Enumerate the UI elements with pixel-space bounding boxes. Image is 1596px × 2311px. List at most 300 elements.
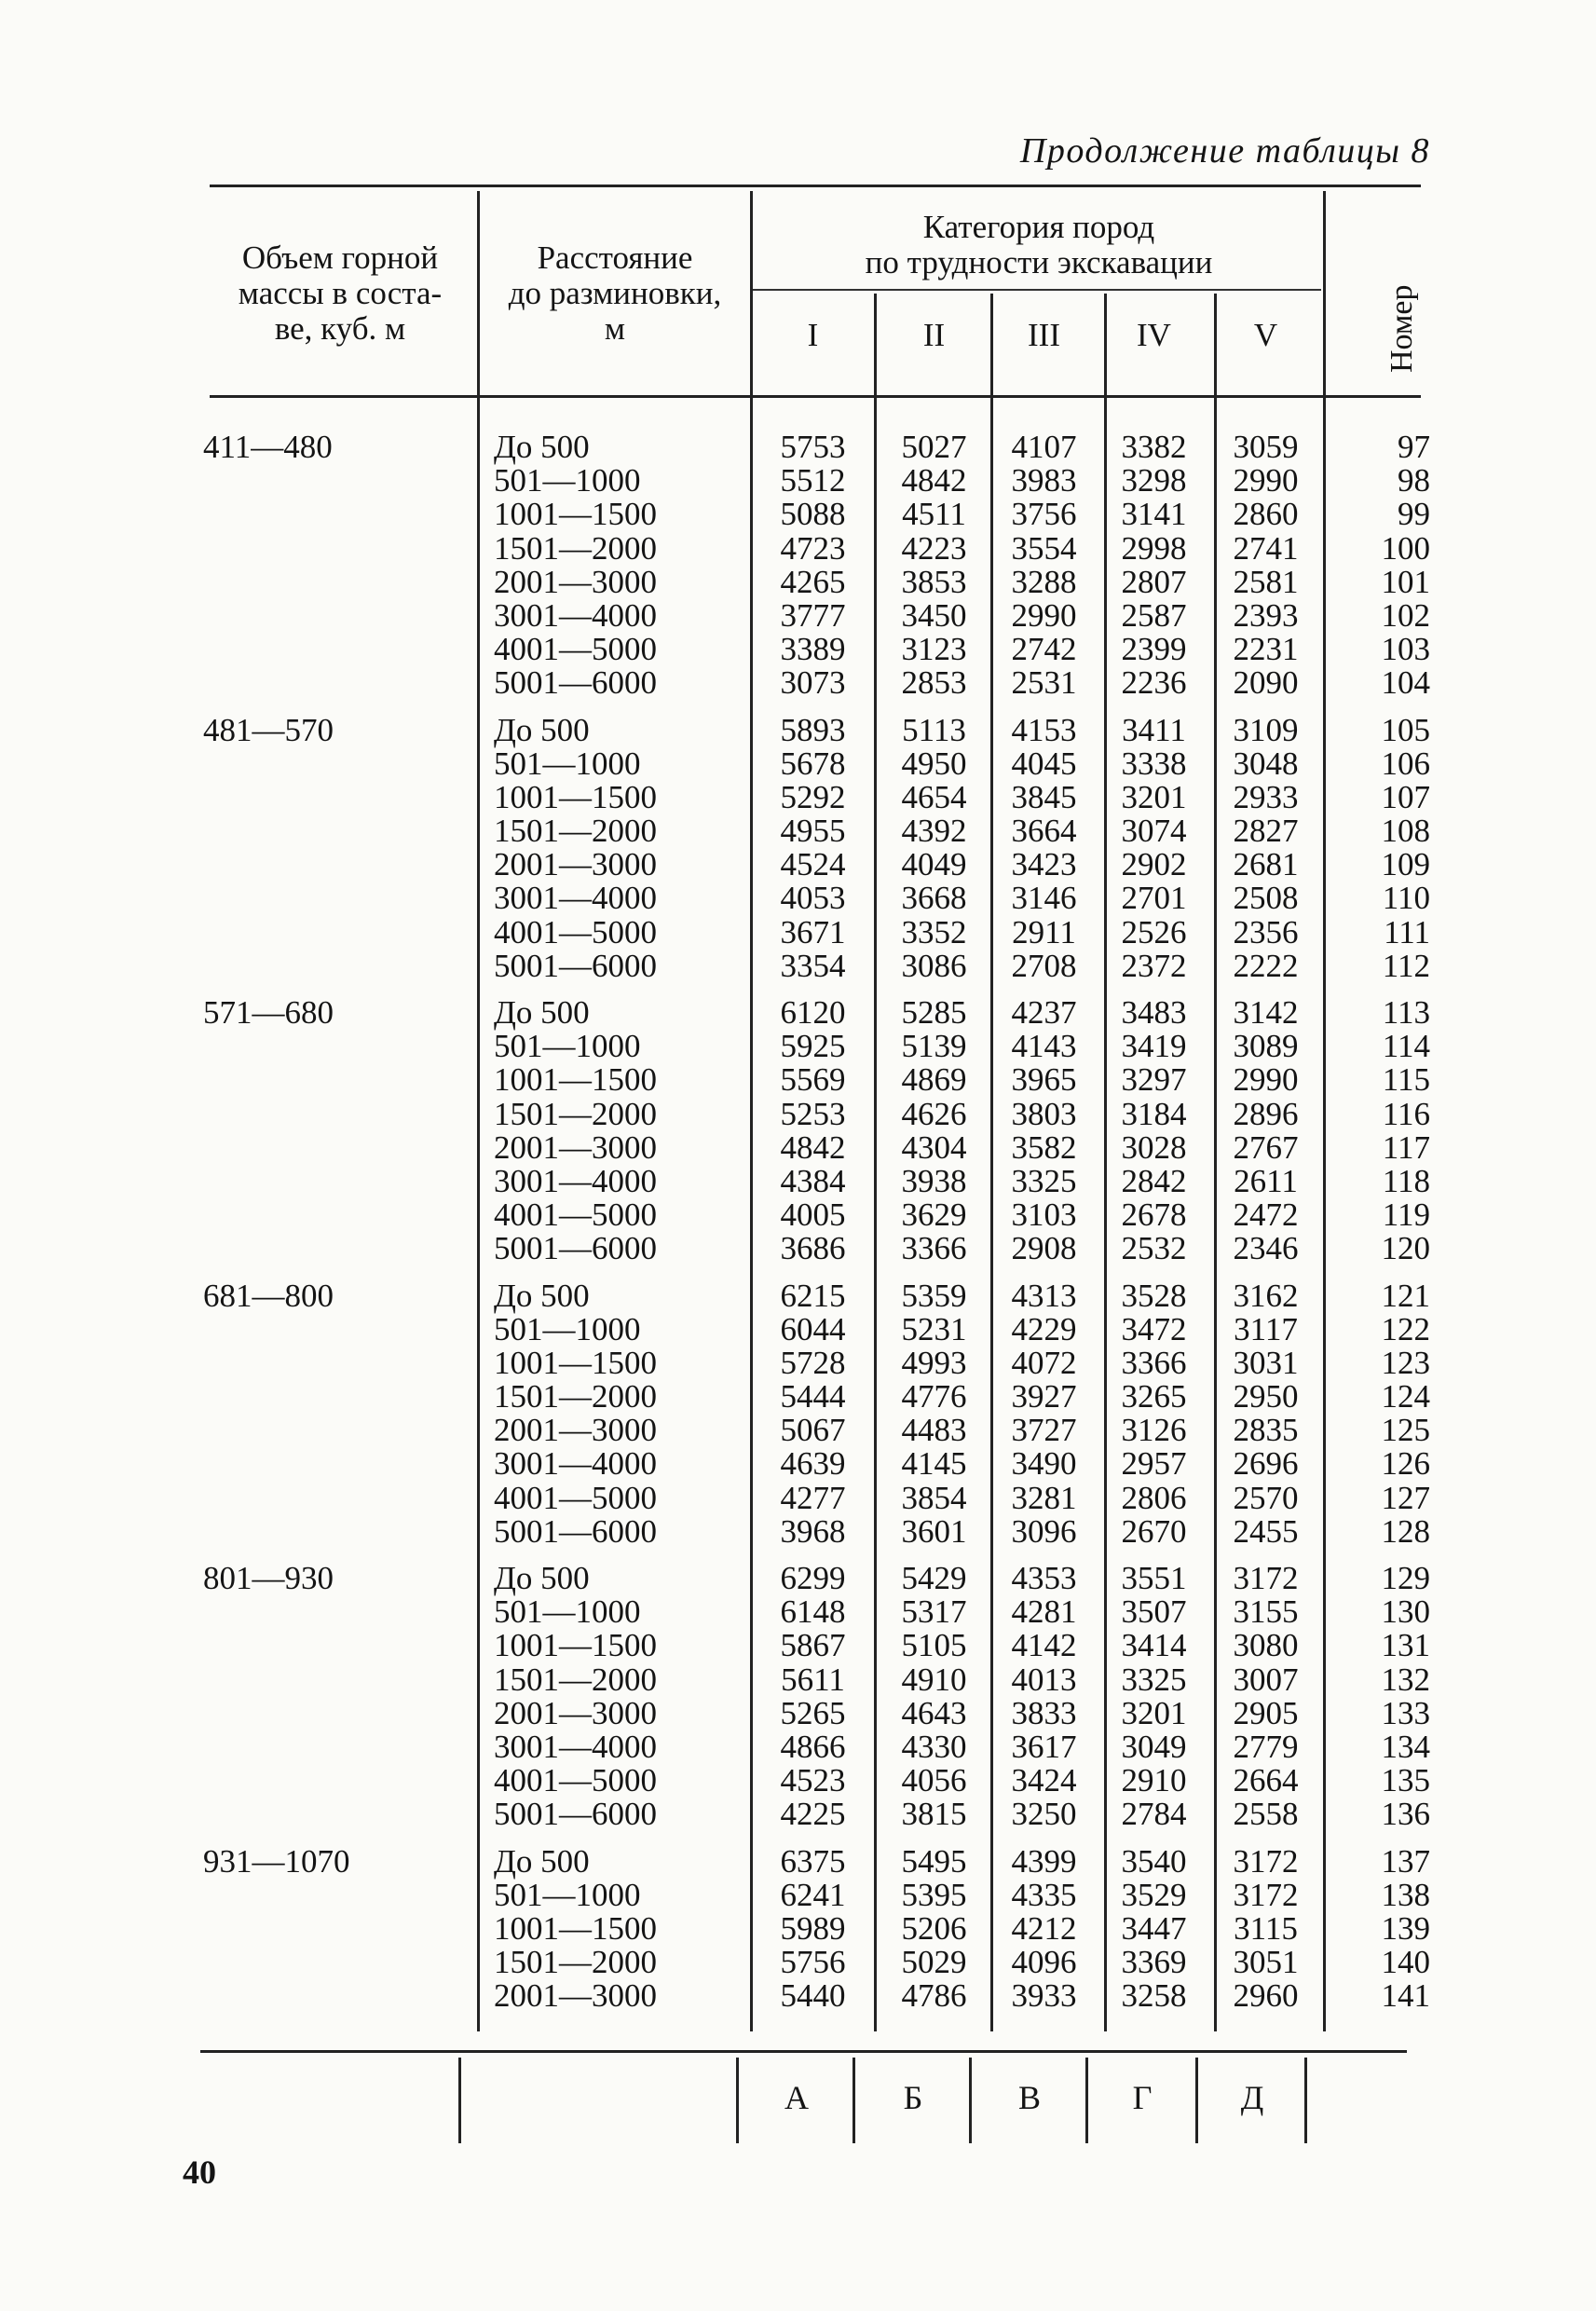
value-cell: 3815: [901, 1796, 967, 1833]
table-row: [0, 913, 1596, 950]
value-cell: 3352: [901, 913, 967, 950]
number-cell: 103: [1381, 631, 1430, 668]
header-bottom-rule: [210, 395, 1421, 398]
value-cell: 3507: [1121, 1593, 1187, 1631]
number-cell: 132: [1381, 1661, 1430, 1698]
value-cell: 3155: [1233, 1593, 1299, 1631]
value-cell: 3853: [901, 563, 967, 600]
table-row: [0, 1447, 1596, 1481]
table-row: [0, 1562, 1596, 1595]
value-cell: 3049: [1121, 1728, 1187, 1765]
value-cell: 3028: [1121, 1128, 1187, 1166]
value-cell: 3554: [1011, 529, 1077, 567]
value-cell: 3528: [1121, 1277, 1187, 1314]
footer-divider-1: [458, 2058, 461, 2143]
value-cell: 2708: [1011, 947, 1077, 984]
number-cell: 136: [1381, 1796, 1430, 1833]
distance-cell: 5001—6000: [494, 1796, 657, 1833]
table-row: [0, 814, 1596, 848]
distance-cell: До 500: [494, 994, 590, 1031]
value-cell: 3968: [780, 1512, 846, 1550]
number-cell: 101: [1381, 563, 1430, 600]
value-cell: 3686: [780, 1230, 846, 1267]
value-cell: 4330: [901, 1728, 967, 1765]
value-cell: 2570: [1233, 1479, 1299, 1516]
table-row: [0, 882, 1596, 915]
number-cell: 126: [1381, 1445, 1430, 1483]
number-cell: 141: [1381, 1977, 1430, 2015]
value-cell: 3472: [1121, 1310, 1187, 1347]
value-cell: 2678: [1121, 1197, 1187, 1234]
distance-cell: 1501—2000: [494, 529, 657, 567]
table-row: [0, 1030, 1596, 1063]
number-cell: 113: [1382, 994, 1430, 1031]
value-cell: 5495: [901, 1842, 967, 1880]
value-cell: 4005: [780, 1197, 846, 1234]
value-cell: 5893: [780, 711, 846, 748]
value-cell: 4626: [901, 1095, 967, 1132]
distance-cell: 4001—5000: [494, 631, 657, 668]
value-cell: 3927: [1011, 1378, 1077, 1415]
distance-cell: До 500: [494, 711, 590, 748]
value-cell: 3103: [1011, 1197, 1077, 1234]
value-cell: 2372: [1121, 947, 1187, 984]
table-row: [0, 1946, 1596, 1979]
table-row: [0, 1414, 1596, 1447]
value-cell: 5925: [780, 1028, 846, 1065]
value-cell: 4353: [1011, 1560, 1077, 1596]
value-cell: 3074: [1121, 813, 1187, 850]
value-cell: 3382: [1121, 429, 1187, 465]
value-cell: 3369: [1121, 1944, 1187, 1981]
value-cell: 3096: [1011, 1512, 1077, 1550]
value-cell: 4335: [1011, 1876, 1077, 1913]
value-cell: 5395: [901, 1876, 967, 1913]
table-row: [0, 1663, 1596, 1697]
value-cell: 3450: [901, 596, 967, 634]
value-cell: 3414: [1121, 1627, 1187, 1664]
value-cell: 4511: [902, 496, 966, 533]
value-cell: 2581: [1233, 563, 1299, 600]
value-cell: 5429: [901, 1560, 967, 1596]
value-cell: 3389: [780, 631, 846, 668]
table-row: [0, 1162, 1596, 1199]
value-cell: 3727: [1011, 1412, 1077, 1449]
number-cell: 116: [1382, 1095, 1430, 1132]
value-cell: 2231: [1233, 631, 1299, 668]
table-row: [0, 498, 1596, 531]
value-cell: 4643: [901, 1694, 967, 1731]
distance-cell: 5001—6000: [494, 1512, 657, 1550]
number-cell: 127: [1381, 1479, 1430, 1516]
number-cell: 114: [1382, 1028, 1430, 1065]
value-cell: 3141: [1121, 496, 1187, 533]
table-row: [0, 747, 1596, 781]
number-cell: 121: [1381, 1277, 1430, 1314]
value-cell: 4392: [901, 813, 967, 850]
value-cell: 6241: [780, 1876, 846, 1913]
value-cell: 3172: [1233, 1842, 1299, 1880]
value-cell: 4225: [780, 1796, 846, 1833]
value-cell: 5756: [780, 1944, 846, 1981]
distance-cell: 3001—4000: [494, 1162, 657, 1199]
number-cell: 112: [1382, 947, 1430, 984]
table-row: [0, 1798, 1596, 1831]
value-cell: 2532: [1121, 1230, 1187, 1267]
number-cell: 138: [1381, 1876, 1430, 1913]
distance-cell: 3001—4000: [494, 880, 657, 917]
value-cell: 3551: [1121, 1560, 1187, 1596]
row-group: [0, 711, 1596, 997]
table-row: [0, 431, 1596, 464]
distance-cell: До 500: [494, 1842, 590, 1880]
value-cell: 3483: [1121, 994, 1187, 1031]
volume-label: 931—1070: [203, 1842, 350, 1880]
value-cell: 2957: [1121, 1445, 1187, 1483]
value-cell: 5231: [901, 1310, 967, 1347]
table-row: [0, 1512, 1596, 1550]
value-cell: 4399: [1011, 1842, 1077, 1880]
value-cell: 3366: [901, 1230, 967, 1267]
value-cell: 2664: [1233, 1762, 1299, 1799]
value-cell: 4277: [780, 1479, 846, 1516]
value-cell: 2508: [1233, 880, 1299, 917]
distance-cell: 501—1000: [494, 1310, 641, 1347]
number-cell: 140: [1381, 1944, 1430, 1981]
table-bottom-rule: [200, 2050, 1407, 2053]
table-row: [0, 1629, 1596, 1662]
value-cell: 3938: [901, 1162, 967, 1199]
value-cell: 3447: [1121, 1909, 1187, 1947]
value-cell: 2990: [1011, 596, 1077, 634]
value-cell: 3281: [1011, 1479, 1077, 1516]
value-cell: 3265: [1121, 1378, 1187, 1415]
value-cell: 3845: [1011, 778, 1077, 815]
distance-cell: 4001—5000: [494, 913, 657, 950]
table-row: [0, 1198, 1596, 1232]
number-cell: 105: [1381, 711, 1430, 748]
distance-cell: 1501—2000: [494, 813, 657, 850]
value-cell: 5088: [780, 496, 846, 533]
header-category: Категория пород по трудности экскавации: [865, 209, 1213, 280]
number-cell: 118: [1382, 1162, 1430, 1199]
top-rule: [210, 185, 1421, 187]
value-cell: 4223: [901, 529, 967, 567]
value-cell: 4142: [1011, 1627, 1077, 1664]
distance-cell: 4001—5000: [494, 1762, 657, 1799]
value-cell: 3933: [1011, 1977, 1077, 2015]
value-cell: 3109: [1233, 711, 1299, 748]
value-cell: 2393: [1233, 596, 1299, 634]
value-cell: 2990: [1233, 1061, 1299, 1099]
value-cell: 4072: [1011, 1344, 1077, 1381]
number-cell: 107: [1381, 778, 1430, 815]
value-cell: 4013: [1011, 1661, 1077, 1698]
value-cell: 3298: [1121, 462, 1187, 499]
value-cell: 2998: [1121, 529, 1187, 567]
distance-cell: 2001—3000: [494, 563, 657, 600]
value-cell: 3617: [1011, 1728, 1077, 1765]
value-cell: 2860: [1233, 496, 1299, 533]
value-cell: 2910: [1121, 1762, 1187, 1799]
value-cell: 3258: [1121, 1977, 1187, 2015]
distance-cell: 501—1000: [494, 745, 641, 782]
value-cell: 6299: [780, 1560, 846, 1596]
value-cell: 4866: [780, 1728, 846, 1765]
footer-divider-5: [1085, 2058, 1088, 2143]
table-row: [0, 1595, 1596, 1629]
value-cell: 2222: [1233, 947, 1299, 984]
value-cell: 2896: [1233, 1095, 1299, 1132]
distance-cell: 5001—6000: [494, 1230, 657, 1267]
value-cell: 2784: [1121, 1796, 1187, 1833]
distance-cell: 2001—3000: [494, 1128, 657, 1166]
table-row: [0, 1344, 1596, 1381]
value-cell: 5253: [780, 1095, 846, 1132]
value-cell: 4776: [901, 1378, 967, 1415]
value-cell: 5359: [901, 1277, 967, 1314]
value-cell: 5105: [901, 1627, 967, 1664]
volume-label: 681—800: [203, 1277, 334, 1314]
category-IV: IV: [1137, 317, 1171, 353]
value-cell: 5444: [780, 1378, 846, 1415]
value-cell: 3629: [901, 1197, 967, 1234]
table-row: [0, 1310, 1596, 1347]
value-cell: 2670: [1121, 1512, 1187, 1550]
table-row: [0, 563, 1596, 600]
value-cell: 3965: [1011, 1061, 1077, 1099]
value-cell: 5029: [901, 1944, 967, 1981]
value-cell: 5206: [901, 1909, 967, 1947]
value-cell: 2960: [1233, 1977, 1299, 2015]
table-row: [0, 1730, 1596, 1764]
value-cell: 5728: [780, 1344, 846, 1381]
number-cell: 134: [1381, 1728, 1430, 1765]
distance-cell: 501—1000: [494, 1593, 641, 1631]
number-cell: 123: [1381, 1344, 1430, 1381]
number-cell: 99: [1398, 496, 1430, 533]
value-cell: 3031: [1233, 1344, 1299, 1381]
value-cell: 5440: [780, 1977, 846, 2015]
value-cell: 4212: [1011, 1909, 1077, 1947]
table-row: [0, 1979, 1596, 2013]
footer-letter-b: Б: [903, 2079, 923, 2116]
header-distance: Расстояние до разминовки, м: [508, 239, 722, 347]
value-cell: 2842: [1121, 1162, 1187, 1199]
row-group: [0, 431, 1596, 714]
value-cell: 3288: [1011, 563, 1077, 600]
table-row: [0, 529, 1596, 567]
value-cell: 2806: [1121, 1479, 1187, 1516]
number-cell: 135: [1381, 1762, 1430, 1799]
value-cell: 4107: [1011, 429, 1077, 465]
footer-letter-v: В: [1017, 2079, 1041, 2116]
value-cell: 3419: [1121, 1028, 1187, 1065]
table-row: [0, 464, 1596, 498]
value-cell: 3325: [1121, 1661, 1187, 1698]
value-cell: 4237: [1011, 994, 1077, 1031]
row-group: [0, 1562, 1596, 1845]
value-cell: 5569: [780, 1061, 846, 1099]
value-cell: 4524: [780, 846, 846, 883]
distance-cell: 3001—4000: [494, 596, 657, 634]
table-row: [0, 596, 1596, 634]
number-cell: 131: [1381, 1627, 1430, 1664]
value-cell: 4096: [1011, 1944, 1077, 1981]
number-cell: 120: [1381, 1230, 1430, 1267]
value-cell: 2779: [1233, 1728, 1299, 1765]
value-cell: 4045: [1011, 745, 1077, 782]
number-cell: 100: [1381, 529, 1430, 567]
value-cell: 4384: [780, 1162, 846, 1199]
distance-cell: 3001—4000: [494, 1445, 657, 1483]
value-cell: 2526: [1121, 913, 1187, 950]
value-cell: 5678: [780, 745, 846, 782]
distance-cell: 1501—2000: [494, 1944, 657, 1981]
value-cell: 3089: [1233, 1028, 1299, 1065]
distance-cell: До 500: [494, 1277, 590, 1314]
category-I: I: [807, 317, 819, 353]
category-III: III: [1028, 317, 1060, 353]
value-cell: 3162: [1233, 1277, 1299, 1314]
value-cell: 4281: [1011, 1593, 1077, 1631]
value-cell: 2346: [1233, 1230, 1299, 1267]
value-cell: 2835: [1233, 1412, 1299, 1449]
value-cell: 4483: [901, 1412, 967, 1449]
distance-cell: 501—1000: [494, 462, 641, 499]
table-row: [0, 1909, 1596, 1947]
value-cell: 2681: [1233, 846, 1299, 883]
value-cell: 5317: [901, 1593, 967, 1631]
footer-divider-2: [736, 2058, 739, 2143]
value-cell: 3803: [1011, 1095, 1077, 1132]
distance-cell: 1001—1500: [494, 1909, 657, 1947]
value-cell: 4145: [901, 1445, 967, 1483]
value-cell: 3007: [1233, 1661, 1299, 1698]
value-cell: 4842: [780, 1128, 846, 1166]
distance-cell: 4001—5000: [494, 1197, 657, 1234]
value-cell: 5027: [901, 429, 967, 465]
value-cell: 3048: [1233, 745, 1299, 782]
distance-cell: 2001—3000: [494, 1412, 657, 1449]
distance-cell: 5001—6000: [494, 947, 657, 984]
value-cell: 6120: [780, 994, 846, 1031]
value-cell: 4053: [780, 880, 846, 917]
value-cell: 4153: [1011, 711, 1077, 748]
table-row: [0, 778, 1596, 815]
value-cell: 5113: [902, 711, 966, 748]
number-cell: 108: [1381, 813, 1430, 850]
value-cell: 3201: [1121, 1694, 1187, 1731]
number-cell: 106: [1381, 745, 1430, 782]
value-cell: 2911: [1012, 913, 1076, 950]
number-cell: 119: [1382, 1197, 1430, 1234]
value-cell: 5989: [780, 1909, 846, 1947]
value-cell: 2696: [1233, 1445, 1299, 1483]
value-cell: 3664: [1011, 813, 1077, 850]
value-cell: 2950: [1233, 1378, 1299, 1415]
number-cell: 129: [1381, 1560, 1430, 1596]
number-cell: 104: [1381, 664, 1430, 702]
footer-letter-d: Д: [1240, 2079, 1264, 2116]
category-V: V: [1253, 317, 1278, 353]
value-cell: 6215: [780, 1277, 846, 1314]
number-cell: 115: [1382, 1061, 1430, 1099]
distance-cell: 4001—5000: [494, 1479, 657, 1516]
value-cell: 2905: [1233, 1694, 1299, 1731]
value-cell: 3671: [780, 913, 846, 950]
value-cell: 4523: [780, 1762, 846, 1799]
category-II: II: [922, 317, 946, 353]
number-cell: 98: [1398, 462, 1430, 499]
value-cell: 2902: [1121, 846, 1187, 883]
table-row: [0, 1063, 1596, 1097]
distance-cell: 2001—3000: [494, 1694, 657, 1731]
value-cell: 3756: [1011, 496, 1077, 533]
footer-divider-6: [1195, 2058, 1198, 2143]
value-cell: 3424: [1011, 1762, 1077, 1799]
table-row: [0, 633, 1596, 666]
value-cell: 4654: [901, 778, 967, 815]
value-cell: 4993: [901, 1344, 967, 1381]
footer-letter-g: Г: [1132, 2079, 1153, 2116]
value-cell: 3184: [1121, 1095, 1187, 1132]
value-cell: 4304: [901, 1128, 967, 1166]
value-cell: 4056: [901, 1762, 967, 1799]
value-cell: 5753: [780, 429, 846, 465]
distance-cell: 2001—3000: [494, 846, 657, 883]
table-row: [0, 1764, 1596, 1798]
value-cell: 3117: [1234, 1310, 1298, 1347]
value-cell: 3142: [1233, 994, 1299, 1031]
header-number: Номер: [1385, 284, 1419, 373]
number-cell: 133: [1381, 1694, 1430, 1731]
value-cell: 3080: [1233, 1627, 1299, 1664]
value-cell: 2933: [1233, 778, 1299, 815]
table-row: [0, 996, 1596, 1030]
row-group: [0, 1842, 1596, 2022]
value-cell: 3338: [1121, 745, 1187, 782]
value-cell: 4639: [780, 1445, 846, 1483]
value-cell: 2990: [1233, 462, 1299, 499]
value-cell: 3777: [780, 596, 846, 634]
distance-cell: 3001—4000: [494, 1728, 657, 1765]
table-row: [0, 1876, 1596, 1913]
value-cell: 5611: [781, 1661, 845, 1698]
distance-cell: 1501—2000: [494, 1661, 657, 1698]
value-cell: 5285: [901, 994, 967, 1031]
distance-cell: 5001—6000: [494, 664, 657, 702]
distance-cell: 1001—1500: [494, 1344, 657, 1381]
number-cell: 130: [1381, 1593, 1430, 1631]
distance-cell: 1001—1500: [494, 1061, 657, 1099]
value-cell: 2701: [1121, 880, 1187, 917]
value-cell: 3833: [1011, 1694, 1077, 1731]
number-cell: 109: [1381, 846, 1430, 883]
value-cell: 6148: [780, 1593, 846, 1631]
distance-cell: 501—1000: [494, 1876, 641, 1913]
value-cell: 3146: [1011, 880, 1077, 917]
value-cell: 5139: [901, 1028, 967, 1065]
value-cell: 3366: [1121, 1344, 1187, 1381]
table-row: [0, 666, 1596, 700]
number-cell: 125: [1381, 1412, 1430, 1449]
value-cell: 2531: [1011, 664, 1077, 702]
value-cell: 4869: [901, 1061, 967, 1099]
distance-cell: 1501—2000: [494, 1095, 657, 1132]
value-cell: 2356: [1233, 913, 1299, 950]
distance-cell: 1501—2000: [494, 1378, 657, 1415]
